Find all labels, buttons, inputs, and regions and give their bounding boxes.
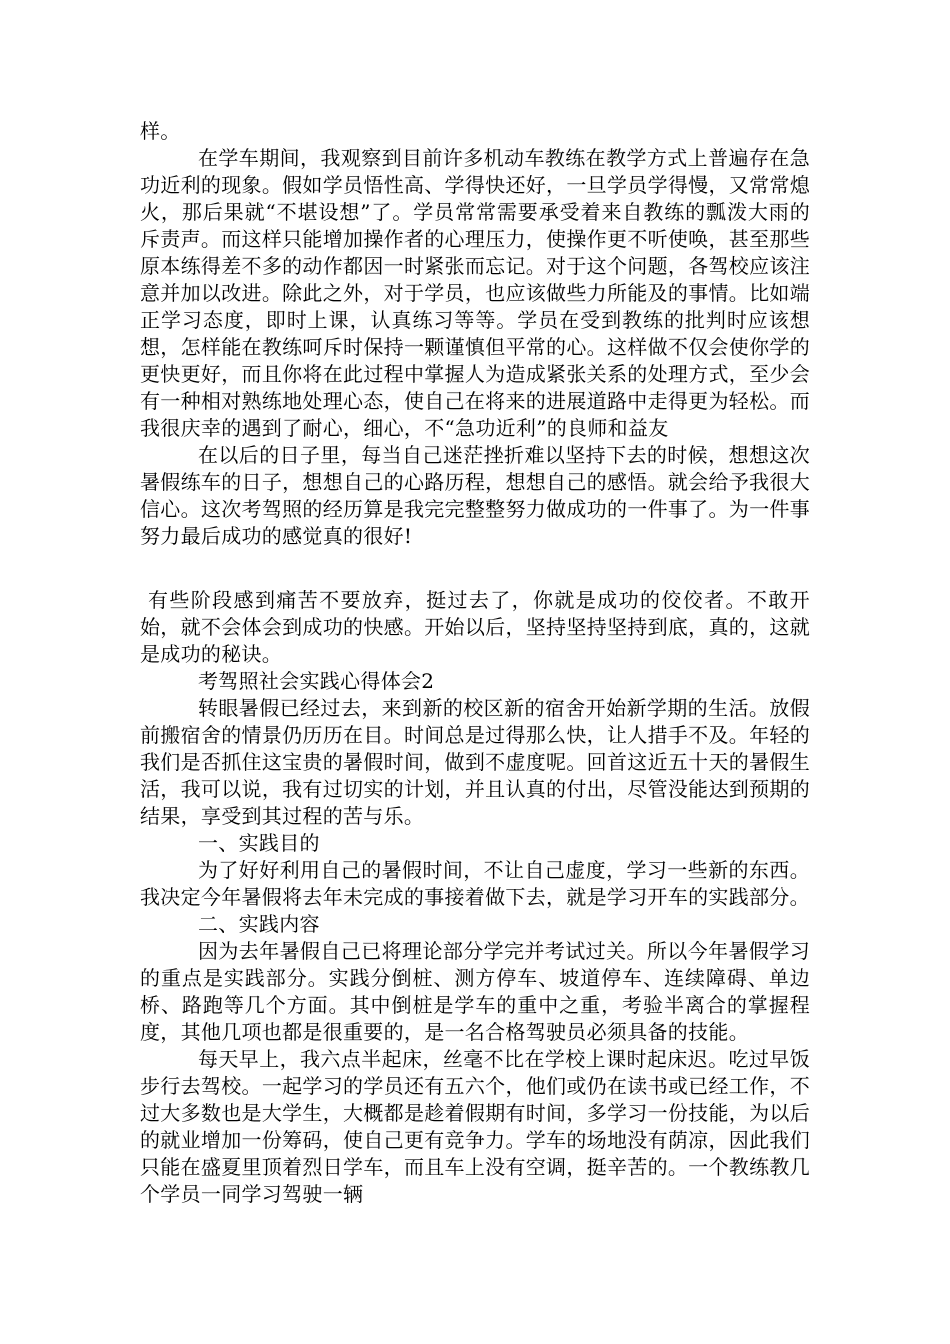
paragraph-summer-intro: 转眼暑假已经过去，来到新的校区新的宿舍开始新学期的生活。放假前搬宿舍的情景仍历历在目。时间总是过得那么快，让人措手不及。年轻的我们是否抓住这宝贵的暑假时间，做到不虚度呢。回首这近五十天的暑假生活，我可以说，我有过切实的计划，并且认真的付出，尽管没能达到预期的结果，享受到其过程的苦与乐。 bbox=[140, 696, 810, 828]
blank-line bbox=[140, 550, 810, 577]
paragraph-coach-observation: 在学车期间，我观察到目前许多机动车教练在教学方式上普遍存在急功近利的现象。假如学员悟性高、学得快还好，一旦学员学得慢，又常常熄火，那后果就“不堪设想”了。学员常常需要承受着来自教练的瓢泼大雨的斥责声。而这样只能增加操作者的心理压力，使操作更不听使唤，甚至那些原本练得差不多的动作都因一时紧张而忘记。对于这个问题，各驾校应该注意并加以改进。除此之外，对于学员，也应该做些力所能及的事情。比如端正学习态度，即时上课，认真练习等等。学员在受到教练的批判时应该想想，怎样能在教练呵斥时保持一颗谨慎但平常的心。这样做不仅会使你学的更快更好，而且你将在此过程中掌握人为造成紧张关系的处理方式，至少会有一种相对熟练地处理心态，使自己在将来的进展道路中走得更为轻松。而我很庆幸的遇到了耐心，细心，不“急功近利”的良师和益友 bbox=[140, 146, 810, 440]
paragraph-continuation: 样。 bbox=[140, 119, 181, 143]
heading-practice-content: 二、实践内容 bbox=[198, 912, 320, 936]
paragraph-future-days: 在以后的日子里，每当自己迷茫挫折难以坚持下去的时候，想想这次暑假练车的日子，想想自己的心路历程，想想自己的感悟。就会给予我很大信心。这次考驾照的经历算是我完完整整努力做成功的一件事了。为一件事努力最后成功的感觉真的很好! bbox=[140, 443, 810, 548]
paragraph-practice-content: 因为去年暑假自己已将理论部分学完并考试过关。所以今年暑假学习的重点是实践部分。实践分倒桩、测方停车、坡道停车、连续障碍、单边桥、路跑等几个方面。其中倒桩是学车的重中之重，考验半离合的掌握程度，其他几项也都是很重要的，是一名合格驾驶员必须具备的技能。 bbox=[140, 939, 810, 1044]
heading-practice-purpose: 一、实践目的 bbox=[198, 831, 320, 855]
paragraph-daily-routine: 每天早上，我六点半起床，丝毫不比在学校上课时起床迟。吃过早饭步行去驾校。一起学习的学员还有五六个，他们或仍在读书或已经工作，不过大多数也是大学生，大概都是趁着假期有时间，多学习一份技能，为以后的就业增加一份筹码，使自己更有竞争力。学车的场地没有荫凉，因此我们只能在盛夏里顶着烈日学车，而且车上没有空调，挺辛苦的。一个教练教几个学员一同学习驾驶一辆 bbox=[140, 1047, 810, 1206]
section-title: 考驾照社会实践心得体会2 bbox=[198, 669, 435, 693]
document-page bbox=[140, 118, 810, 1208]
spacer bbox=[140, 577, 810, 587]
paragraph-success-secret: 有些阶段感到痛苦不要放弃，挺过去了，你就是成功的佼佼者。不敢开始，就不会体会到成功的快感。开始以后，坚持坚持坚持到底，真的，这就是成功的秘诀。 bbox=[140, 588, 810, 666]
paragraph-practice-purpose: 为了好好利用自己的暑假时间，不让自己虚度，学习一些新的东西。我决定今年暑假将去年未完成的事接着做下去，就是学习开车的实践部分。 bbox=[140, 858, 810, 909]
